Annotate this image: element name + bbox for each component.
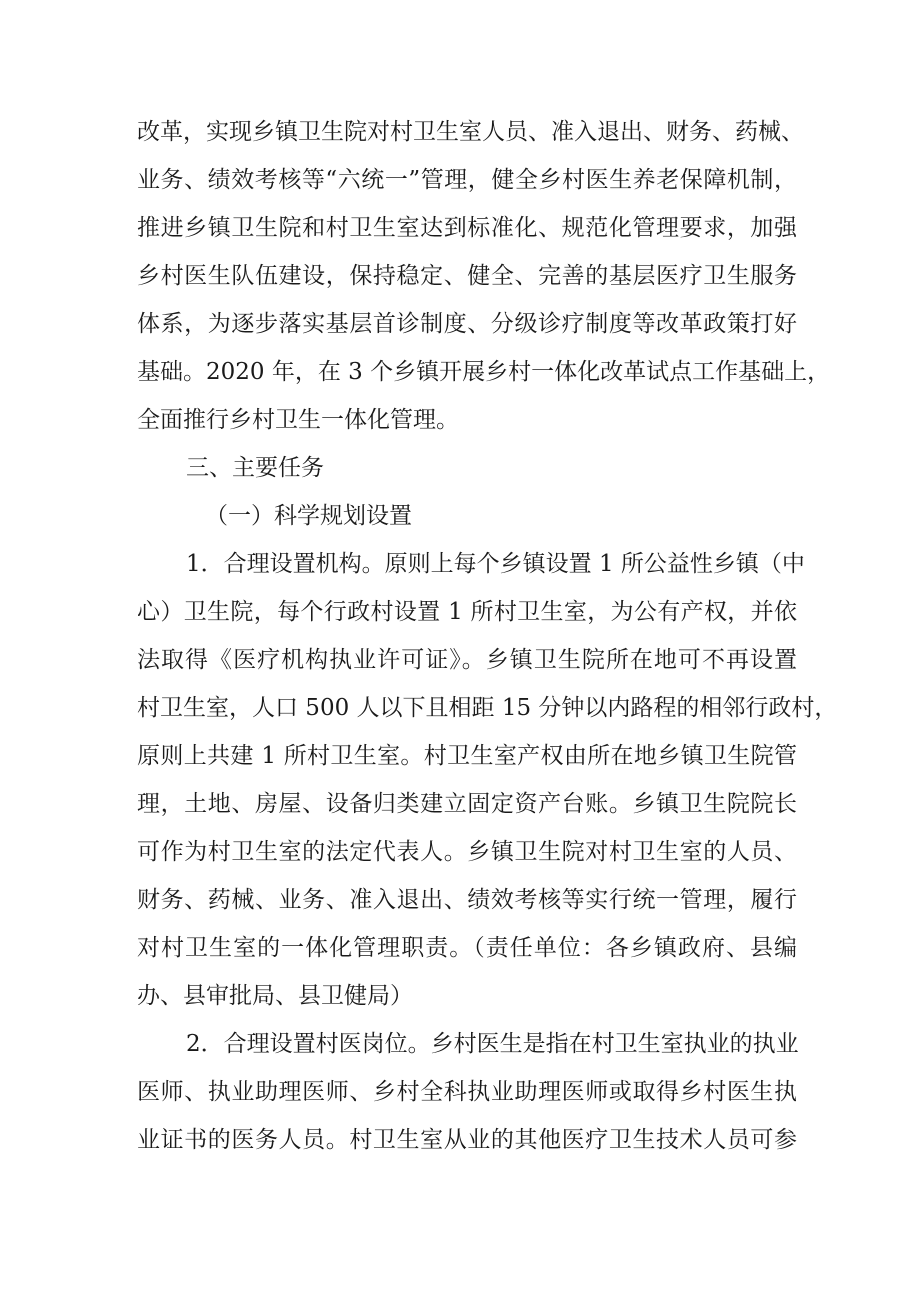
paragraph-line: 心）卫生院，每个行政村设置 1 所村卫生室，为公有产权，并依 (137, 599, 797, 625)
paragraph-line: 1．合理设置机构。原则上每个乡镇设置 1 所公益性乡镇（中 (186, 551, 805, 577)
paragraph-line: 原则上共建 1 所村卫生室。村卫生室产权由所在地乡镇卫生院管 (137, 743, 797, 769)
paragraph-line: 业务、绩效考核等“六统一”管理，健全乡村医生养老保障机制， (137, 167, 797, 193)
paragraph-line: 改革，实现乡镇卫生院对村卫生室人员、准入退出、财务、药械、 (137, 119, 804, 145)
paragraph-line: 财务、药械、业务、准入退出、绩效考核等实行统一管理，履行 (137, 887, 797, 913)
paragraph-line: 可作为村卫生室的法定代表人。乡镇卫生院对村卫生室的人员、 (137, 839, 797, 865)
paragraph-line: 法取得《医疗机构执业许可证》。乡镇卫生院所在地可不再设置 (137, 647, 797, 673)
paragraph-line: 体系，为逐步落实基层首诊制度、分级诊疗制度等改革政策打好 (137, 311, 797, 337)
paragraph-line: 乡村医生队伍建设，保持稳定、健全、完善的基层医疗卫生服务 (137, 263, 797, 289)
paragraph-line: 村卫生室，人口 500 人以下且相距 15 分钟以内路程的相邻行政村， (137, 695, 838, 721)
subsection-heading: （一）科学规划设置 (205, 503, 412, 529)
paragraph-line: 2．合理设置村医岗位。乡村医生是指在村卫生室执业的执业 (186, 1031, 799, 1057)
paragraph-line: 基础。2020 年，在 3 个乡镇开展乡村一体化改革试点工作基础上， (137, 359, 831, 385)
section-heading: 三、主要任务 (186, 455, 324, 481)
paragraph-line: 推进乡镇卫生院和村卫生室达到标准化、规范化管理要求，加强 (137, 215, 797, 241)
paragraph-line: 医师、执业助理医师、乡村全科执业助理医师或取得乡村医生执 (137, 1079, 797, 1105)
paragraph-line: 全面推行乡村卫生一体化管理。 (137, 407, 459, 433)
paragraph-line: 业证书的医务人员。村卫生室从业的其他医疗卫生技术人员可参 (137, 1127, 797, 1153)
paragraph-line: 对村卫生室的一体化管理职责。（责任单位：各乡镇政府、县编 (137, 935, 797, 961)
paragraph-line: 理，土地、房屋、设备归类建立固定资产台账。乡镇卫生院院长 (137, 791, 797, 817)
paragraph-line: 办、县审批局、县卫健局） (137, 983, 413, 1009)
